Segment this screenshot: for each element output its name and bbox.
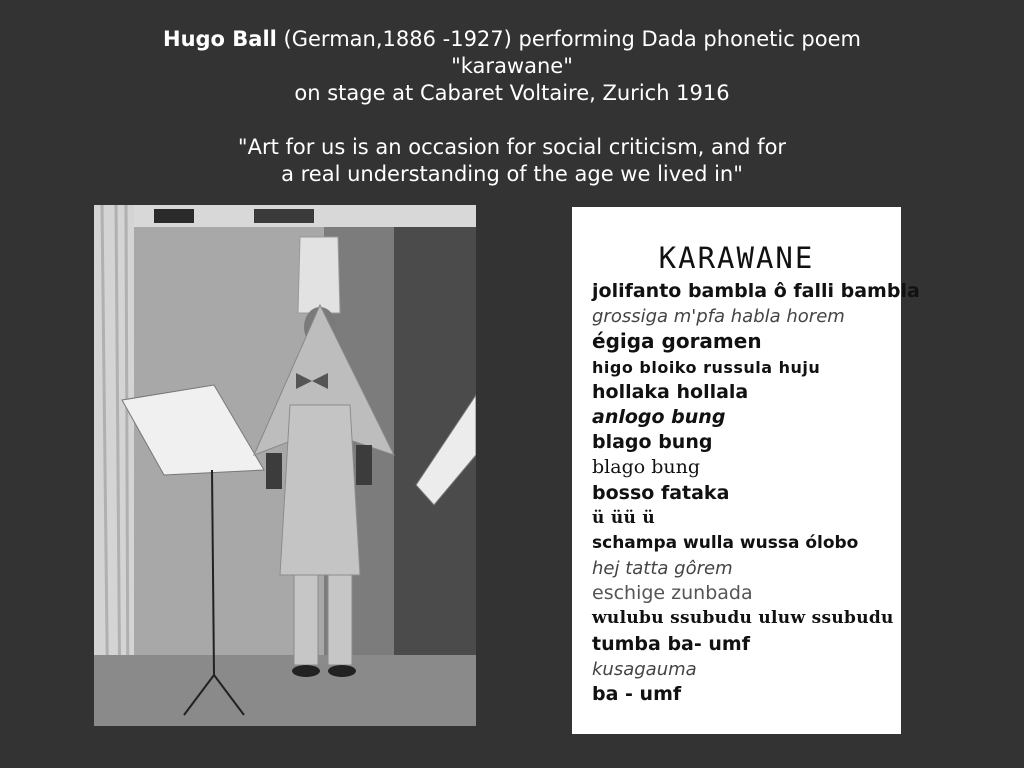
poem-line: blago bung [592,456,701,479]
artist-name: Hugo Ball [163,27,277,51]
poem-line: hollaka hollala [592,380,749,403]
caption-title-line [0,26,1024,53]
venue-line: on stage at Cabaret Voltaire, Zurich 1916 [294,81,730,105]
poem-line: hej tatta gôrem [592,558,733,580]
caption-block [0,26,1024,188]
quote-line-1: "Art for us is an occasion for social criticism, and for [237,135,787,159]
poem-line: égiga goramen [592,329,762,354]
poem-line: blago bung [592,431,713,454]
poem-line: higo bloiko russula huju [592,357,821,377]
poem-title: KARAWANE [658,241,815,275]
poem-line: anlogo bung [592,405,726,428]
poem-line: eschige zunbada [592,582,753,605]
poem-line: kusagauma [592,658,697,680]
poem-lines [592,279,920,707]
poem-line: jolifanto bambla ô falli bambla [592,280,920,302]
poem-line: tumba ba- umf [592,632,750,655]
poem-line: ü üü ü [592,507,656,528]
poem-line: schampa wulla wussa ólobo [592,532,859,553]
caption-spacer [0,107,1024,134]
poem-line: wulubu ssubudu uluw ssubudu [592,608,894,629]
poem-line: grossiga m'pfa habla horem [592,306,845,328]
poem-card [572,207,920,734]
poem-line: ba - umf [592,683,682,705]
performance-photo [94,205,476,726]
performance-photo-illustration [94,205,476,726]
poem-name-line: "karawane" [451,54,573,78]
quote-line-2: a real understanding of the age we lived in" [281,162,743,186]
artist-details: (German,1886 -1927) performing Dada phonetic poem [276,27,861,51]
poem-line: bosso fataka [592,481,730,504]
